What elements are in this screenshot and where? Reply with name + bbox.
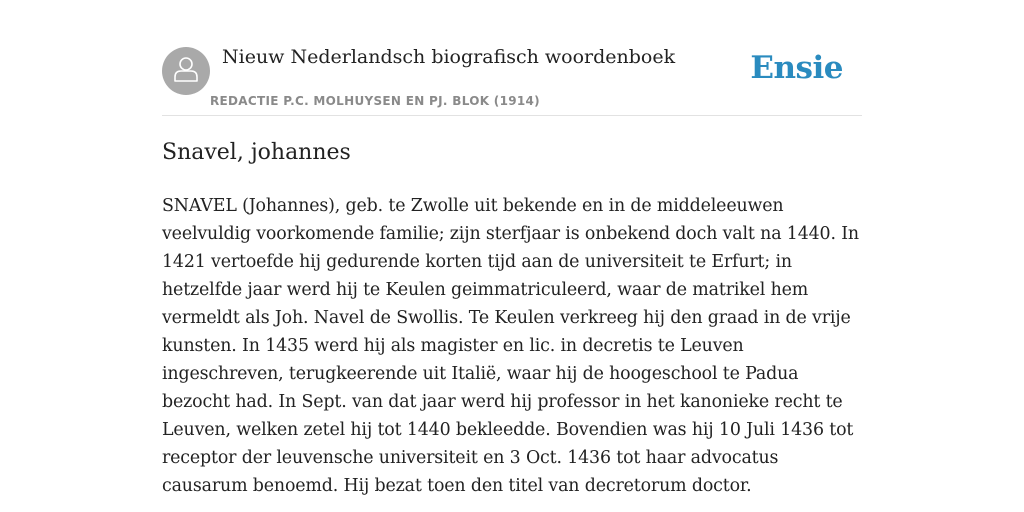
article-body: SNAVEL (Johannes), geb. te Zwolle uit bekende en in de middeleeuwen veelvuldig voorkomende familie; zijn sterfjaar is onbekend doch valt na 1440. In 1421 vertoefde hij gedurende korten tijd aan de universiteit te Erfurt; in hetzelfde jaar werd hij te Keulen geimmatriculeerd, waar de matrikel hem vermeldt als Joh. Navel de Swollis. Te Keulen verkreeg hij den graad in de vrije kunsten. In 1435 werd hij als magister en lic. in decretis te Leuven ingeschreven, terugkeerende uit Italië, waar hij de hoogeschool te Padua bezocht had. In Sept. van dat jaar werd hij professor in het kanonieke recht te Leuven, welken zetel hij tot 1440 bekleedde. Bovendien was hij 10 Juli 1436 tot receptor der leuvensche universiteit en 3 Oct. 1436 tot haar advocatus causarum benoemd. Hij bezat toen den titel van decretorum doctor.	[162, 196, 859, 496]
avatar[interactable]	[162, 47, 210, 95]
source-subtitle: REDACTIE P.C. MOLHUYSEN EN PJ. BLOK (1914)	[210, 94, 540, 108]
user-icon	[173, 55, 199, 88]
brand-logo[interactable]: Ensie	[750, 50, 843, 86]
source-header	[162, 0, 862, 116]
article-title: Snavel, johannes	[162, 140, 351, 165]
source-title[interactable]: Nieuw Nederlandsch biografisch woordenboek	[222, 46, 676, 68]
